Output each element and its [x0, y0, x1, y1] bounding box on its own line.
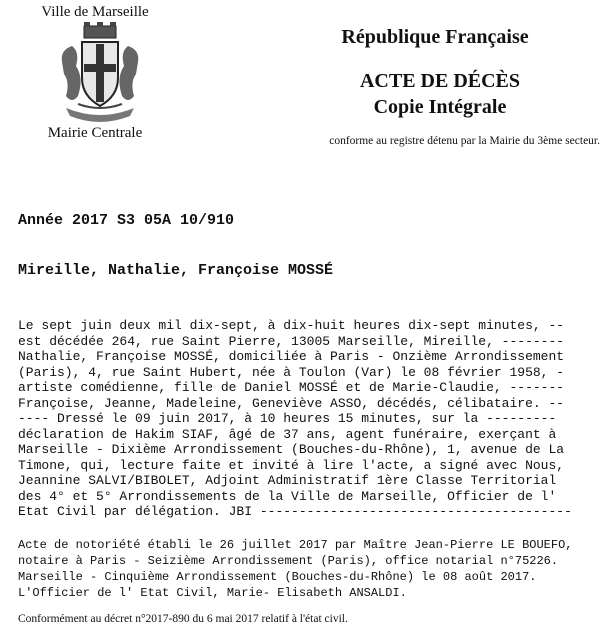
deceased-name: Mireille, Nathalie, Françoise MOSSÉ	[18, 262, 334, 279]
republique-heading: République Française	[341, 26, 529, 48]
act-line: Nathalie, Françoise MOSSÉ, domiciliée à Paris - Onzième Arrondissement	[18, 349, 565, 364]
conformity-note: conforme au registre détenu par la Mairie du 3ème secteur.	[329, 135, 600, 147]
act-line: Timone, qui, lecture faite et invité à lire l'acte, a signé avec Nous,	[18, 457, 565, 473]
notice-line: Marseille - Cinquième Arrondissement (Bouches-du-Rhône) le 08 août 2017.	[18, 570, 537, 584]
marseille-coat-of-arms-icon	[58, 22, 142, 126]
act-line: déclaration de Hakim SIAF, âgé de 37 ans, agent funéraire, exerçant à	[18, 426, 557, 442]
act-line: est décédée 264, rue Saint Pierre, 13005 Marseille, Mireille, --------	[18, 333, 565, 349]
decree-footer: Conformément au décret n°2017-890 du 6 mai 2017 relatif à l'état civil.	[18, 613, 348, 625]
act-body	[18, 318, 598, 520]
notice-line: Acte de notoriété établi le 26 juillet 2017 par Maître Jean-Pierre LE BOUEFO,	[18, 538, 573, 552]
notoriety-notice	[18, 537, 598, 601]
act-line: Jeannine SALVI/BIBOLET, Adjoint Administratif 1ère Classe Territorial	[18, 473, 557, 488]
act-line: Le sept juin deux mil dix-sept, à dix-huit heures dix-sept minutes, --	[18, 318, 565, 333]
record-reference: Année 2017 S3 05A 10/910	[18, 212, 235, 229]
document-title: ACTE DE DÉCÈS	[359, 70, 521, 92]
ville-label: Ville de Marseille	[41, 4, 149, 20]
mairie-label: Mairie Centrale	[47, 125, 143, 141]
act-line: artiste comédienne, fille de Daniel MOSSÉ et de Marie-Claudie, -------	[18, 380, 565, 395]
notice-line: L'Officier de l' Etat Civil, Marie- Elisabeth ANSALDI.	[18, 586, 407, 600]
act-line: Françoise, Jeanne, Madeleine, Geneviève ASSO, décédés, célibataire. --	[18, 395, 565, 411]
document-subtitle: Copie Intégrale	[373, 96, 507, 118]
act-line: Marseille - Dixième Arrondissement (Bouches-du-Rhône), 1, avenue de La	[18, 442, 565, 457]
act-line: (Paris), 4, rue Saint Hubert, née à Toulon (Var) le 08 février 1958, -	[18, 364, 565, 380]
notice-line: notaire à Paris - Seizième Arrondissement (Paris), office notarial n°75226.	[18, 554, 559, 568]
act-line: des 4° et 5° Arrondissements de la Ville de Marseille, Officier de l'	[18, 488, 557, 504]
act-line: Etat Civil par délégation. JBI ----------------------------------------	[18, 504, 572, 519]
act-line: ---- Dressé le 09 juin 2017, à 10 heures 15 minutes, sur la ---------	[18, 411, 557, 426]
